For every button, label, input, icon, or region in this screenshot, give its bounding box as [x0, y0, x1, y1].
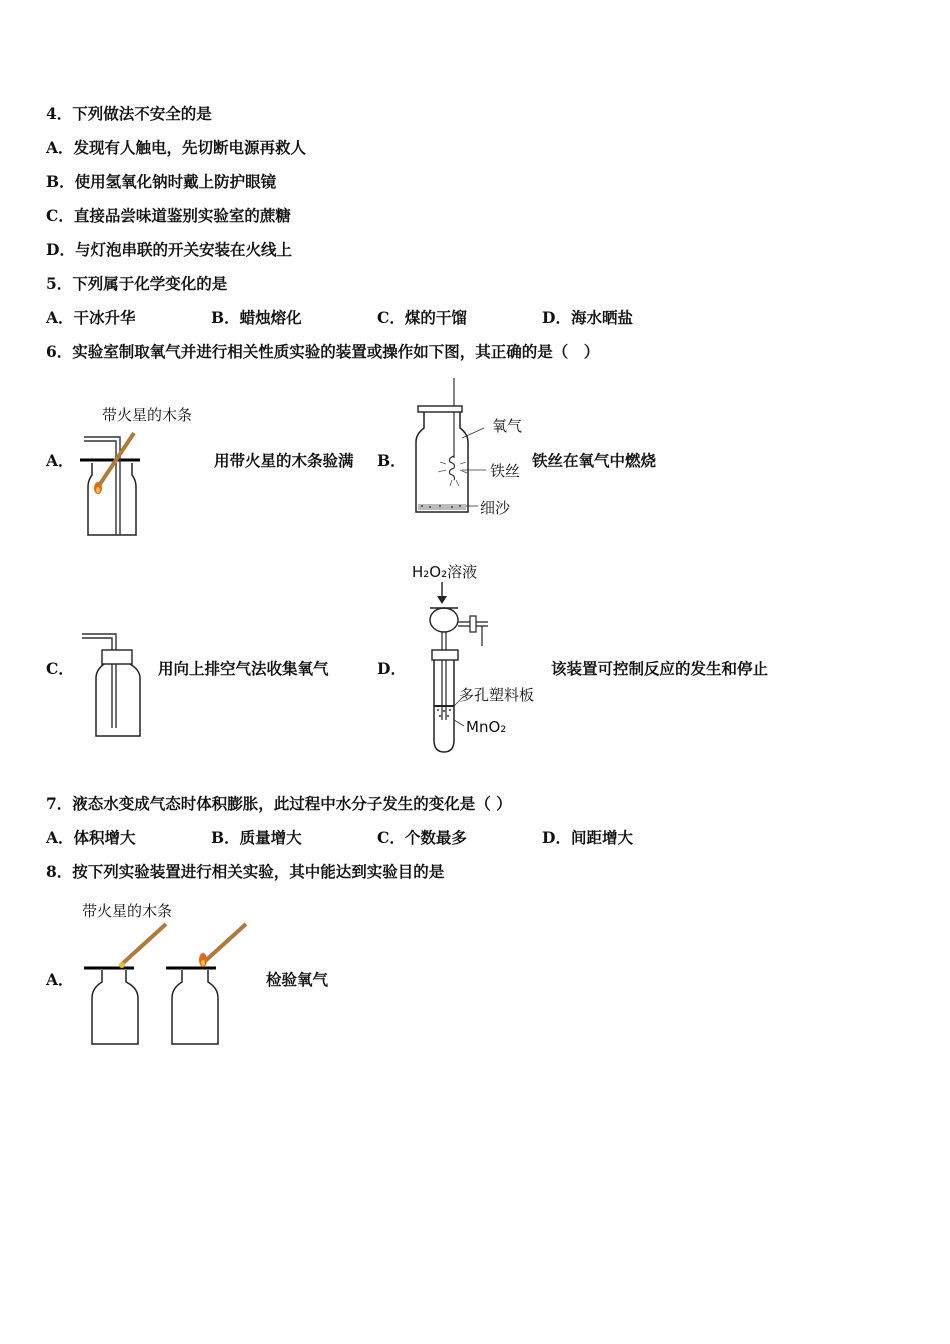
q4-option-b: B．使用氢氧化钠时戴上防护眼镜	[46, 172, 277, 191]
upward-air-displacement-figure	[82, 632, 147, 742]
q8-a-caption: 检验氧气	[266, 970, 329, 989]
gas-bottle-with-splint-figure	[80, 425, 150, 540]
q6-b-label-oxygen: 氧气	[492, 417, 523, 435]
iron-wire-combustion-figure	[410, 378, 490, 518]
q5-option-c: C．煤的干馏	[377, 308, 467, 327]
q6-d-letter: D．	[377, 659, 406, 678]
q6-a-letter: A．	[46, 451, 74, 470]
q6-d-label-mno2: MnO₂	[466, 718, 507, 736]
q7-option-c: C．个数最多	[377, 828, 467, 847]
q4-option-c: C．直接品尝味道鉴别实验室的蔗糖	[46, 206, 291, 225]
q5-option-b: B．蜡烛熔化	[211, 308, 302, 327]
q5-option-a: A．干冰升华	[46, 308, 136, 327]
q6-d-label-h2o2: H₂O₂溶液	[412, 563, 478, 581]
q7-option-b: B．质量增大	[211, 828, 302, 847]
q6-c-caption: 用向上排空气法收集氧气	[158, 659, 329, 678]
q5-stem: 5．下列属于化学变化的是	[46, 274, 228, 293]
q6-a-fig-label: 带火星的木条	[102, 406, 193, 424]
q8-a-fig-label: 带火星的木条	[82, 902, 173, 920]
q6-b-label-iron-wire: 铁丝	[490, 462, 521, 480]
q6-b-letter: B．	[377, 451, 406, 470]
q8-a-letter: A．	[46, 970, 74, 989]
q6-a-caption: 用带火星的木条验满	[214, 451, 354, 470]
q6-b-label-sand: 细沙	[480, 499, 511, 517]
q6-d-caption: 该装置可控制反应的发生和停止	[551, 659, 769, 678]
q5-option-d: D．海水晒盐	[542, 308, 633, 327]
q6-stem: 6．实验室制取氧气并进行相关性质实验的装置或操作如下图，其正确的是（ ）	[46, 342, 600, 361]
q6-d-label-plate: 多孔塑料板	[459, 686, 535, 704]
q4-option-d: D．与灯泡串联的开关安装在火线上	[46, 240, 292, 259]
q4-option-a: A．发现有人触电，先切断电源再救人	[46, 138, 307, 157]
q6-b-caption: 铁丝在氧气中燃烧	[532, 451, 657, 470]
q8-stem: 8．按下列实验装置进行相关实验，其中能达到实验目的是	[46, 862, 445, 881]
q7-stem: 7．液态水变成气态时体积膨胀，此过程中水分子发生的变化是（ ）	[46, 794, 512, 813]
q7-option-d: D．间距增大	[542, 828, 633, 847]
q7-option-a: A．体积增大	[46, 828, 136, 847]
q6-c-letter: C．	[46, 659, 74, 678]
q4-stem: 4．下列做法不安全的是	[46, 104, 212, 123]
oxygen-test-two-bottles-figure	[84, 920, 254, 1050]
